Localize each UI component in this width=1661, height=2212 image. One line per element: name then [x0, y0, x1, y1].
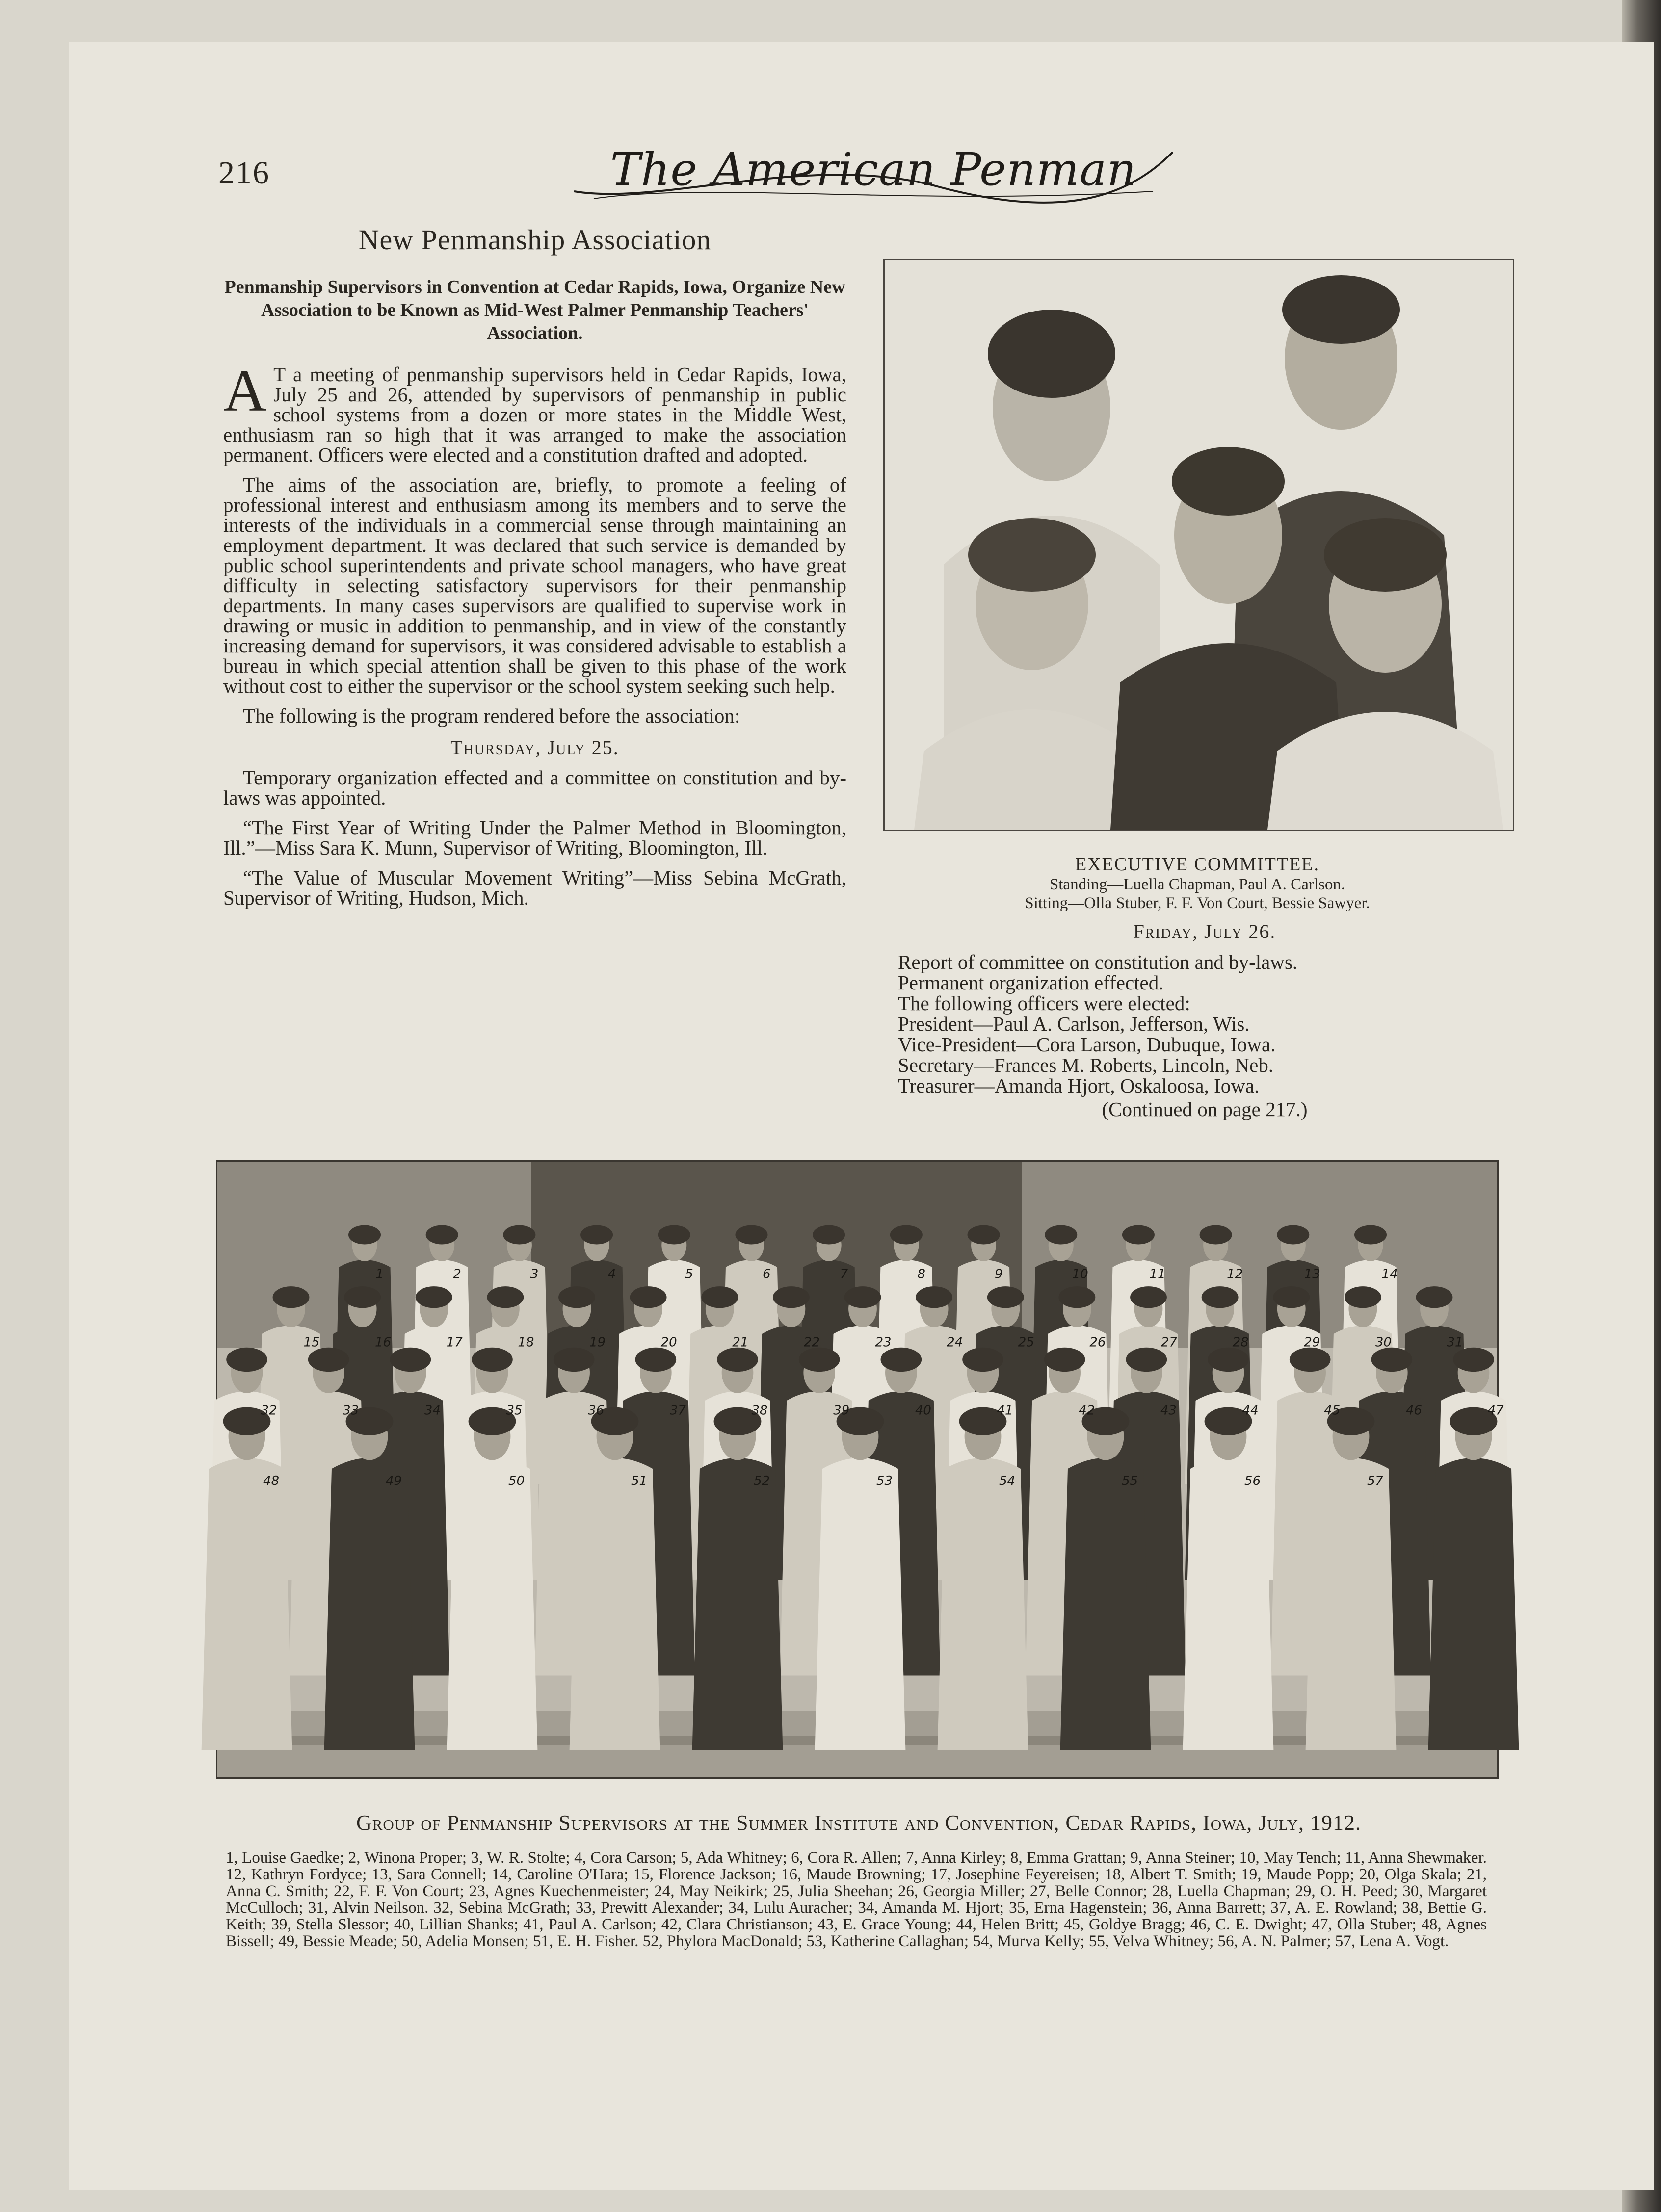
figure-number-label: 17 — [446, 1335, 463, 1350]
article-paragraph: The aims of the association are, briefly, to promote a feeling of professional interest and enthusiasm among its members and to serve the interests of the individuals in a commercial sense through maintaining an employment department. It was declared that such service is demanded by public school superintendents and private school managers, who have great difficulty in selecting satisfactory supervisors for their penmanship departments. In many cases supervisors are qualified to supervise work in drawing or music in addition to penmanship, and in view of the constantly increasing demand for supervisors, it was considered advisable to establish a bureau in which special attention shall be given to this phase of the work without cost to either the supervisor or the school system seeking such help. — [223, 473, 846, 697]
figure-number-label: 53 — [876, 1474, 893, 1488]
figure-number-label: 2 — [453, 1267, 461, 1282]
figure-number-label: 12 — [1227, 1267, 1243, 1282]
figure-number-label: 14 — [1381, 1267, 1398, 1282]
figure-number-label: 45 — [1324, 1403, 1341, 1418]
officer-vice-president: Vice-President—Cora Larson, Dubuque, Iowa. — [898, 1033, 1276, 1056]
figure-number-label: 19 — [589, 1335, 606, 1350]
thursday-heading: Thursday, July 25. — [450, 736, 619, 758]
figure-number-label: 10 — [1072, 1267, 1088, 1282]
figure-number-label: 8 — [917, 1267, 925, 1282]
figure-number-label: 42 — [1079, 1403, 1095, 1418]
figure-number-label: 29 — [1304, 1335, 1320, 1350]
figure-number-label: 35 — [506, 1403, 523, 1418]
friday-heading: Friday, July 26. — [1133, 920, 1276, 942]
figure-number-label: 6 — [762, 1267, 771, 1282]
figure-number-label: 48 — [263, 1474, 280, 1488]
friday-line: Permanent organization effected. — [898, 971, 1164, 994]
figure-number-label: 51 — [631, 1474, 648, 1488]
figure-number-label: 50 — [508, 1474, 525, 1488]
masthead-logo — [564, 132, 1183, 206]
figure-number-label: 16 — [375, 1335, 392, 1350]
figure-number-label: 41 — [997, 1403, 1013, 1418]
friday-line: Report of committee on constitution and by-laws. — [898, 951, 1298, 973]
figure-number-label: 36 — [588, 1403, 605, 1418]
officer-secretary: Secretary—Frances M. Roberts, Lincoln, Neb. — [898, 1054, 1274, 1076]
article-headline: New Penmanship Association — [358, 224, 712, 256]
figure-number-label: 37 — [669, 1403, 686, 1418]
program-item: “The First Year of Writing Under the Palmer Method in Bloomington, Ill.”—Miss Sara K. Munn, Supervisor of Writing, Bloomington, Ill. — [223, 816, 846, 859]
program-item: “The Value of Muscular Movement Writing”—Miss Sebina McGrath, Supervisor of Writing, Hudson, Mich. — [223, 866, 846, 909]
figure-number-label: 39 — [833, 1403, 850, 1418]
figure-number-label: 52 — [754, 1474, 770, 1488]
figure-number-label: 47 — [1487, 1403, 1504, 1418]
figure-number-label: 22 — [803, 1335, 820, 1350]
figure-number-label: 30 — [1375, 1335, 1392, 1350]
drop-cap: A — [223, 358, 267, 424]
portrait-illustration — [885, 260, 1513, 830]
figure-number-label: 57 — [1367, 1474, 1384, 1488]
article-paragraph — [223, 358, 846, 466]
article-paragraph: The following is the program rendered before the association: — [243, 704, 740, 727]
figure-number-label: 13 — [1304, 1267, 1320, 1282]
figure-number-label: 21 — [732, 1335, 749, 1350]
continued-note: (Continued on page 217.) — [1102, 1098, 1308, 1120]
caption-sitting: Sitting—Olla Stuber, F. F. Von Court, Bessie Sawyer. — [1025, 894, 1370, 912]
figure-number-label: 26 — [1089, 1335, 1106, 1350]
figure-number-label: 9 — [995, 1267, 1003, 1282]
figure-number-label: 49 — [386, 1474, 402, 1488]
figure-number-label: 5 — [685, 1267, 693, 1282]
group-photo-names: 1, Louise Gaedke; 2, Winona Proper; 3, W. R. Stolte; 4, Cora Carson; 5, Ada Whitney; 6, Cora R. Allen; 7, Anna Kirley; 8, Emma Grattan; 9, Anna Steiner; 10, May Tench; 11, Anna Shewmaker. 12, Kathryn Fordyce; 13, Sara Connell; 14, Caroline O'Hara; 15, Florence Jackson; 16, Maude Browning; 17, Josephine Feyereisen; 18, Albert T. Smith; 19, Maude Popp; 20, Olga Skala; 21, Anna C. Smith; 22, F. F. Von Court; 23, Agnes Kuechenmeister; 24, May Neikirk; 25, Julia Sheehan; 26, Georgia Miller; 27, Belle Connor; 28, Luella Chapman; 29, O. H. Peed; 30, Margaret McCulloch; 31, Alvin Neilson. 32, Sebina McGrath; 33, Prewitt Alexander; 34, Lulu Auracher; 34, Amanda M. Hjort; 35, Erna Hagenstein; 36, Anna Barrett; 37, A. E. Rowland; 38, Bettie G. Keith; 39, Stella Slessor; 40, Lillian Shanks; 41, Paul A. Carlson; 42, Clara Christianson; 43, E. Grace Young; 44, Helen Britt; 45, Goldye Bragg; 46, C. E. Dwight; 47, Olla Stuber; 48, Agnes Bissell; 49, Bessie Meade; 50, Adelia Monsen; 51, E. H. Fisher. 52, Phylora MacDonald; 53, Katherine Callaghan; 54, Murva Kelly; 55, Velva Whitney; 56, A. N. Palmer; 57, Lena A. Vogt. — [226, 1849, 1487, 1950]
figure-number-label: 4 — [607, 1267, 616, 1282]
figure-number-label: 38 — [751, 1403, 768, 1418]
friday-column — [898, 920, 1511, 1120]
group-photo-illustration — [217, 1162, 1504, 1777]
masthead-title: The American Penman — [610, 143, 1137, 196]
figure-number-label: 11 — [1149, 1267, 1166, 1282]
figure-number-label: 1 — [375, 1267, 384, 1282]
figure-number-label: 20 — [660, 1335, 677, 1350]
figure-number-label: 24 — [947, 1335, 963, 1350]
figure-number-label: 34 — [424, 1403, 441, 1418]
figure-number-label: 3 — [530, 1267, 539, 1282]
friday-line: The following officers were elected: — [898, 992, 1190, 1015]
figure-number-label: 7 — [840, 1267, 848, 1282]
figure-number-label: 28 — [1232, 1335, 1249, 1350]
figure-number-label: 32 — [261, 1403, 277, 1418]
figure-number-label: 43 — [1160, 1403, 1177, 1418]
figure-number-label: 54 — [999, 1474, 1016, 1488]
figure-number-label: 23 — [875, 1335, 892, 1350]
program-item: Temporary organization effected and a committee on constitution and by-laws was appointed. — [223, 766, 846, 809]
figure-number-label: 18 — [518, 1335, 534, 1350]
officer-treasurer: Treasurer—Amanda Hjort, Oskaloosa, Iowa. — [898, 1074, 1260, 1097]
figure-number-label: 25 — [1018, 1335, 1034, 1350]
figure-number-label: 40 — [915, 1403, 931, 1418]
paragraph-text: T a meeting of penmanship supervisors held in Cedar Rapids, Iowa, July 25 and 26, attended by supervisors of penmanship in public school systems from a dozen or more states in the Middle West, enthusiasm ran so high that it was arranged to make the association permanent. Officers were elected and a constitution drafted and adopted. — [223, 363, 846, 466]
figure-number-label: 44 — [1242, 1403, 1259, 1418]
group-photo-caption: Group of Penmanship Supervisors at the Summer Institute and Convention, Cedar Rapids, Iowa, July, 1912. — [356, 1811, 1362, 1835]
figure-number-label: 15 — [303, 1335, 320, 1350]
group-photo — [216, 1160, 1504, 1779]
figure-number-label: 46 — [1405, 1403, 1422, 1418]
figure-number-label: 56 — [1244, 1474, 1261, 1488]
figure-number-label: 27 — [1161, 1335, 1178, 1350]
figure-number-label: 55 — [1122, 1474, 1138, 1488]
executive-committee-photo — [883, 259, 1514, 831]
article-subhead: Penmanship Supervisors in Convention at Cedar Rapids, Iowa, Organize New Association to be Known as Mid-West Palmer Penmanship Teachers' Association. — [224, 277, 845, 343]
figure-number-label: 33 — [343, 1403, 359, 1418]
officer-president: President—Paul A. Carlson, Jefferson, Wis. — [898, 1013, 1250, 1035]
page-number: 216 — [218, 155, 270, 191]
executive-committee-caption — [883, 854, 1511, 912]
caption-title: EXECUTIVE COMMITTEE. — [1075, 854, 1320, 875]
caption-standing: Standing—Luella Chapman, Paul A. Carlson. — [1049, 876, 1345, 893]
figure-number-label: 31 — [1447, 1335, 1463, 1350]
article-column — [223, 223, 846, 918]
